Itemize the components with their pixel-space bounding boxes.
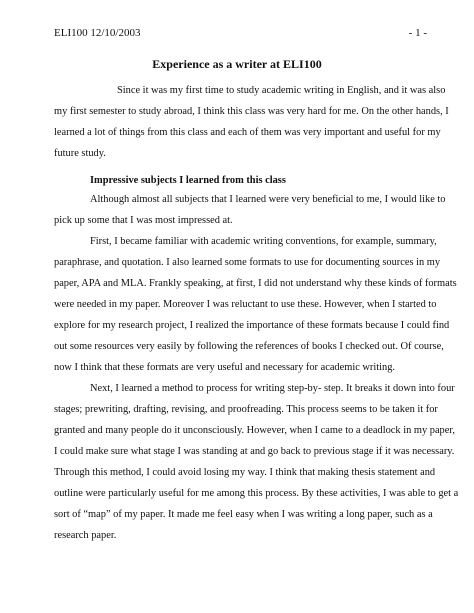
- section-subheading: Impressive subjects I learned from this class: [90, 175, 286, 186]
- paragraph-line: Through this method, I could avoid losing my way. I think that making thesis statement and: [54, 467, 436, 478]
- paragraph-line: granted and many people do it unconsciously. However, when I came to a deadlock in my paper,: [54, 425, 456, 436]
- paragraph-line: Although almost all subjects that I learned were very beneficial to me, I would like to: [90, 194, 446, 205]
- header-course-date: ELI100 12/10/2003: [54, 27, 141, 39]
- paragraph-line: research paper.: [54, 530, 117, 541]
- paragraph-line: outline were particularly useful for me among this process. By these activities, I was able to get a: [54, 488, 459, 499]
- paragraph-line: my first semester to study abroad, I think this class was very hard for me. On the other hands, I: [54, 106, 449, 117]
- document-title: Experience as a writer at ELI100: [152, 57, 322, 71]
- paragraph-line: out some resources very easily by following the references of books I checked out. Of course,: [54, 341, 444, 352]
- paragraph-line: paper, APA and MLA. Frankly speaking, at first, I did not understand why these kinds of formats: [54, 278, 457, 289]
- paragraph-line: Next, I learned a method to process for writing step-by- step. It breaks it down into four: [90, 383, 455, 394]
- paragraph-line: explore for my research project, I realized the importance of these formats because I could find: [54, 320, 450, 331]
- paragraph-line: future study.: [54, 148, 106, 159]
- paragraph-line: First, I became familiar with academic writing conventions, for example, summary,: [90, 236, 437, 247]
- paragraph-line: now I think that these formats are very useful and necessary for academic writing.: [54, 362, 396, 373]
- paragraph-line: learned a lot of things from this class and each of them was very important and useful for my: [54, 127, 441, 138]
- paragraph-line: were needed in my paper. Moreover I was reluctant to use these. However, when I started to: [54, 299, 437, 310]
- paragraph-line: pick up some that I was most impressed at.: [54, 215, 233, 226]
- paragraph-line: stages; prewriting, drafting, revising, and proofreading. This process seems to be taken it for: [54, 404, 438, 415]
- paragraph-line: paraphrase, and quotation. I also learned some formats to use for documenting sources in my: [54, 257, 441, 268]
- paragraph-line: I could make sure what stage I was standing at and go back to previous stage if it was necessary.: [54, 446, 455, 457]
- paragraph-line: sort of “map” of my paper. It made me feel easy when I was writing a long paper, such as a: [54, 509, 433, 520]
- paragraph-line: Since it was my first time to study academic writing in English, and it was also: [117, 85, 446, 96]
- header-page-number: - 1 -: [408, 27, 427, 39]
